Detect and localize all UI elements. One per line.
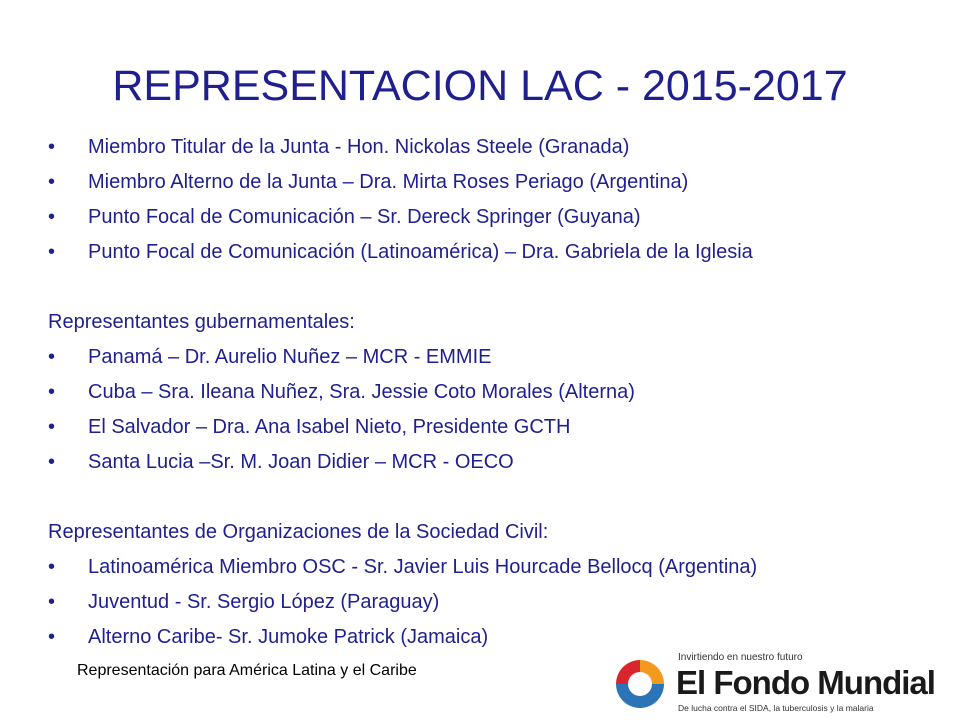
government-heading: Representantes gubernamentales: (48, 311, 355, 333)
global-fund-logo (612, 650, 935, 716)
slide-body (48, 130, 928, 655)
logo-name: El Fondo Mundial (676, 664, 935, 701)
logo-tagline: Invirtiendo en nuestro futuro (678, 652, 803, 663)
global-fund-symbol-icon (612, 656, 668, 712)
slide-title: REPRESENTACION LAC - 2015-2017 (112, 62, 848, 110)
spacer (48, 270, 928, 305)
slide-footer: Representación para América Latina y el Caribe (77, 662, 417, 679)
list-item: • Latinoamérica Miembro OSC - Sr. Javier Luis Hourcade Bellocq (Argentina) (48, 550, 928, 585)
spacer (48, 480, 928, 515)
civil-society-heading: Representantes de Organizaciones de la Sociedad Civil: (48, 521, 549, 543)
list-item: • Punto Focal de Comunicación (Latinoamérica) – Dra. Gabriela de la Iglesia (48, 235, 928, 270)
logo-subtitle: De lucha contra el SIDA, la tuberculosis y la malaria (678, 703, 874, 713)
government-list (48, 340, 928, 480)
list-item: • El Salvador – Dra. Ana Isabel Nieto, Presidente GCTH (48, 410, 928, 445)
list-item: • Santa Lucia –Sr. M. Joan Didier – MCR - OECO (48, 445, 928, 480)
list-item: • Juventud - Sr. Sergio López (Paraguay) (48, 585, 928, 620)
list-item: • Punto Focal de Comunicación – Sr. Dereck Springer (Guyana) (48, 200, 928, 235)
list-item: • Miembro Titular de la Junta - Hon. Nickolas Steele (Granada) (48, 130, 928, 165)
board-members-list (48, 130, 928, 270)
list-item: • Panamá – Dr. Aurelio Nuñez – MCR - EMMIE (48, 340, 928, 375)
list-item: • Miembro Alterno de la Junta – Dra. Mirta Roses Periago (Argentina) (48, 165, 928, 200)
civil-society-list (48, 550, 928, 655)
list-item: • Cuba – Sra. Ileana Nuñez, Sra. Jessie Coto Morales (Alterna) (48, 375, 928, 410)
list-item: • Alterno Caribe- Sr. Jumoke Patrick (Jamaica) (48, 620, 928, 655)
